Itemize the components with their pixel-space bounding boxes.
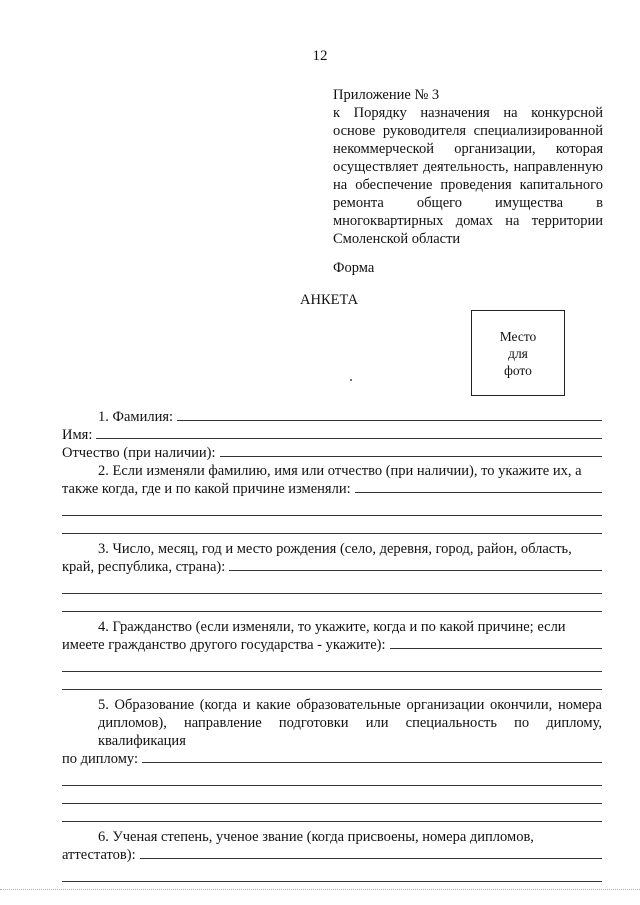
page-number: 12 [312, 48, 328, 64]
q4-answer-line-3[interactable] [62, 672, 602, 690]
name-label: Имя: [62, 427, 93, 443]
q5-answer-line-1[interactable] [142, 750, 602, 763]
surname-label: 1. Фамилия: [98, 409, 174, 425]
q3-answer-line-1[interactable] [229, 558, 602, 571]
q3-text: 3. Число, месяц, год и место рождения (село, деревня, город, район, область, [98, 541, 572, 557]
q3-answer-line-3[interactable] [62, 594, 602, 612]
q5-tail-row [62, 750, 602, 768]
name-row [62, 426, 602, 444]
q5-answer-line-4[interactable] [62, 804, 602, 822]
q2-answer-line-2[interactable] [62, 498, 602, 516]
q6-tail-label: аттестатов): [62, 847, 136, 863]
appendix-title: Приложение № 3 [333, 87, 440, 103]
surname-row [62, 408, 602, 426]
q3-tail-label: край, республика, страна): [62, 559, 226, 575]
q4-text: 4. Гражданство (если изменяли, то укажите, когда и по какой причине; если [98, 619, 566, 635]
surname-field[interactable] [177, 408, 602, 421]
appendix-header [333, 86, 603, 248]
q3-tail-row [62, 558, 602, 576]
q2-tail-label: также когда, где и по какой причине изменяли: [62, 481, 351, 497]
scan-edge-line [0, 889, 640, 890]
appendix-body: к Порядку назначения на конкурсной основе руководителя специализированной некоммерческой организации, которая осуществляет деятельность, направленную на обеспечение проведения капитального ремонта общего имущества в многоквартирных домах на территории Смоленской области [333, 105, 603, 247]
photo-label-line-3: фото [504, 362, 532, 378]
document-title: АНКЕТА [300, 292, 359, 308]
name-field[interactable] [96, 426, 602, 439]
q5-tail-label: по диплому: [62, 751, 139, 767]
q2-answer-line-1[interactable] [355, 480, 602, 493]
q2-text: 2. Если изменяли фамилию, имя или отчество (при наличии), то укажите их, а [98, 463, 582, 479]
q5-answer-line-2[interactable] [62, 768, 602, 786]
form-label: Форма [333, 260, 375, 276]
patronymic-row [62, 444, 602, 462]
q2-answer-line-3[interactable] [62, 516, 602, 534]
q6-tail-row [62, 846, 602, 864]
q6-text: 6. Ученая степень, ученое звание (когда присвоены, номера дипломов, [98, 829, 534, 845]
photo-placeholder [471, 310, 565, 396]
q3-answer-line-2[interactable] [62, 576, 602, 594]
patronymic-label: Отчество (при наличии): [62, 445, 216, 461]
q6-answer-line-1[interactable] [140, 846, 602, 859]
photo-label-line-1: Место [499, 328, 537, 344]
q4-tail-row [62, 636, 602, 654]
q5-text: 5. Образование (когда и какие образовательные организации окончили, номера дипломов), направление подготовки или специальность по диплому, квалификация [98, 697, 602, 749]
questionnaire-fields [62, 408, 602, 882]
q6-answer-line-2[interactable] [62, 864, 602, 882]
q4-tail-label: имеете гражданство другого государства - укажите): [62, 637, 386, 653]
q4-answer-line-1[interactable] [390, 636, 602, 649]
photo-label-line-2: для [508, 345, 528, 361]
q4-answer-line-2[interactable] [62, 654, 602, 672]
q5-answer-line-3[interactable] [62, 786, 602, 804]
q2-tail-row [62, 480, 602, 498]
patronymic-field[interactable] [220, 444, 602, 457]
stray-mark [350, 379, 352, 381]
